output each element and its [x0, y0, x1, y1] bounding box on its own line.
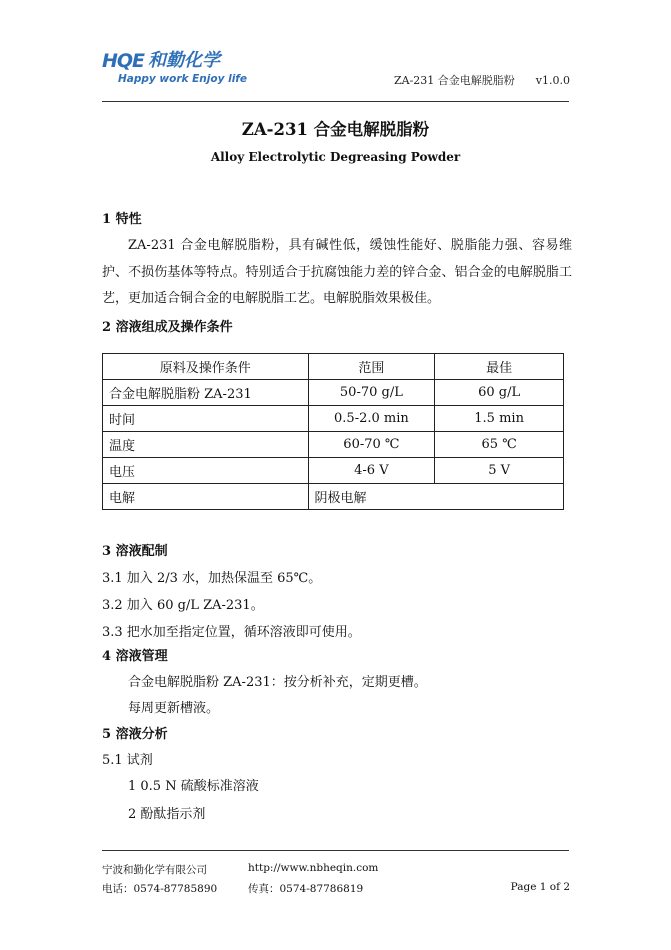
table-cell-optimal: 60 g/L	[435, 380, 564, 406]
table-cell-range: 60-70 ℃	[308, 432, 435, 458]
table-cell-param: 电解	[103, 484, 309, 510]
table-cell-merged: 阴极电解	[308, 484, 563, 510]
section-2-heading: 2 溶液组成及操作条件	[102, 320, 233, 335]
section-4-line: 合金电解脱脂粉 ZA-231：按分析补充，定期更槽。	[128, 675, 427, 690]
footer-phone: 电话：0574-87785890	[102, 883, 218, 895]
document-title: ZA-231 合金电解脱脂粉	[241, 120, 430, 139]
table-header-row	[103, 354, 564, 380]
table-cell-optimal: 5 V	[435, 458, 564, 484]
conditions-table	[102, 353, 564, 510]
section-4-heading: 4 溶液管理	[102, 649, 168, 664]
section-5-item: 1 0.5 N 硫酸标准溶液	[128, 779, 259, 794]
table-row	[103, 432, 564, 458]
table-cell-optimal: 65 ℃	[435, 432, 564, 458]
footer-divider	[102, 850, 569, 851]
logo-mark	[102, 50, 220, 72]
footer-website[interactable]: http://www.nbheqin.com	[248, 862, 379, 874]
table-header-cell: 最佳	[435, 354, 564, 380]
table-cell-param: 电压	[103, 458, 309, 484]
section-5-subheading: 5.1 试剂	[102, 753, 153, 768]
table-cell-range: 50-70 g/L	[308, 380, 435, 406]
logo-slogan: Happy work Enjoy life	[118, 73, 247, 85]
table-cell-optimal: 1.5 min	[435, 406, 564, 432]
header-doc-info	[394, 72, 570, 88]
table-cell-param: 温度	[103, 432, 309, 458]
table-row	[103, 484, 564, 510]
table-row	[103, 458, 564, 484]
section-3-step: 3.1 加入 2/3 水，加热保温至 65℃。	[102, 571, 322, 586]
table-cell-param: 合金电解脱脂粉 ZA-231	[103, 380, 309, 406]
document-subtitle: Alloy Electrolytic Degreasing Powder	[210, 150, 461, 164]
section-3-step: 3.2 加入 60 g/L ZA-231。	[102, 598, 264, 613]
footer-company: 宁波和勤化学有限公司	[102, 864, 207, 876]
table-header-cell: 原料及操作条件	[103, 354, 309, 380]
company-logo	[102, 50, 252, 90]
table-row	[103, 406, 564, 432]
table-cell-range: 4-6 V	[308, 458, 435, 484]
table-cell-range: 0.5-2.0 min	[308, 406, 435, 432]
table-cell-param: 时间	[103, 406, 309, 432]
section-3-step: 3.3 把水加至指定位置，循环溶液即可使用。	[102, 625, 361, 640]
table-header-cell: 范围	[308, 354, 435, 380]
header-divider	[102, 101, 569, 102]
logo-hqe-text: HQE	[102, 50, 145, 72]
section-1-body: ZA-231 合金电解脱脂粉，具有碱性低，缓蚀性能好、脱脂能力强、容易维护、不损伤基体等特点。特别适合于抗腐蚀能力差的锌合金、铝合金的电解脱脂工艺，更加适合铜合金的电解脱脂工艺。电解脱脂效果极佳。	[102, 238, 572, 306]
section-1-heading: 1 特性	[102, 212, 142, 227]
section-4-line: 每周更新槽液。	[128, 701, 220, 716]
header-doc-ref: ZA-231 合金电解脱脂粉	[394, 74, 515, 87]
section-3-heading: 3 溶液配制	[102, 544, 168, 559]
logo-chinese-name: 和勤化学	[148, 50, 221, 71]
section-5-heading: 5 溶液分析	[102, 727, 168, 742]
section-5-item: 2 酚酞指示剂	[128, 807, 206, 822]
table-row	[103, 380, 564, 406]
footer-page-number: Page 1 of 2	[510, 881, 570, 893]
footer-fax: 传真：0574-87786819	[248, 883, 364, 895]
header-version: v1.0.0	[535, 74, 570, 87]
